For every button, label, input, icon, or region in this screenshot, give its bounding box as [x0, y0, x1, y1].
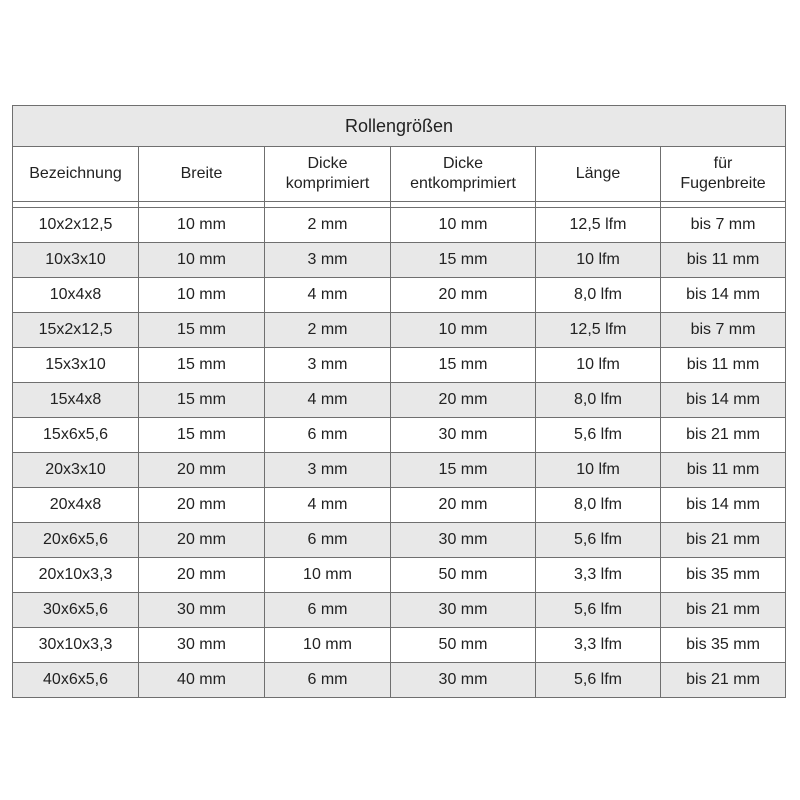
- cell-laenge: 12,5 lfm: [536, 313, 661, 348]
- header-line: Bezeichnung: [29, 165, 122, 182]
- cell-dicke-komprimiert: 4 mm: [265, 278, 391, 313]
- cell-bezeichnung: 30x6x5,6: [13, 593, 139, 628]
- cell-laenge: 8,0 lfm: [536, 278, 661, 313]
- cell-dicke-komprimiert: 2 mm: [265, 208, 391, 243]
- column-header-breite: [139, 147, 265, 202]
- table-title-row: [13, 106, 786, 147]
- cell-dicke-entkomprimiert: 50 mm: [391, 558, 536, 593]
- cell-breite: 10 mm: [139, 243, 265, 278]
- table-row: [13, 348, 786, 383]
- cell-dicke-komprimiert: 3 mm: [265, 453, 391, 488]
- cell-dicke-entkomprimiert: 15 mm: [391, 348, 536, 383]
- cell-laenge: 10 lfm: [536, 348, 661, 383]
- cell-dicke-entkomprimiert: 30 mm: [391, 418, 536, 453]
- cell-breite: 10 mm: [139, 278, 265, 313]
- cell-dicke-entkomprimiert: 50 mm: [391, 628, 536, 663]
- cell-dicke-entkomprimiert: 20 mm: [391, 488, 536, 523]
- table-row: [13, 558, 786, 593]
- cell-bezeichnung: 20x4x8: [13, 488, 139, 523]
- cell-dicke-entkomprimiert: 10 mm: [391, 313, 536, 348]
- cell-dicke-komprimiert: 10 mm: [265, 628, 391, 663]
- cell-laenge: 10 lfm: [536, 453, 661, 488]
- cell-dicke-entkomprimiert: 15 mm: [391, 243, 536, 278]
- cell-bezeichnung: 20x3x10: [13, 453, 139, 488]
- cell-dicke-komprimiert: 2 mm: [265, 313, 391, 348]
- cell-breite: 10 mm: [139, 208, 265, 243]
- cell-laenge: 5,6 lfm: [536, 523, 661, 558]
- cell-breite: 20 mm: [139, 488, 265, 523]
- table-body: [13, 208, 786, 698]
- table-row: [13, 313, 786, 348]
- header-line: Breite: [180, 165, 223, 182]
- cell-bezeichnung: 10x3x10: [13, 243, 139, 278]
- cell-breite: 30 mm: [139, 628, 265, 663]
- column-header-laenge: [536, 147, 661, 202]
- table-row: [13, 383, 786, 418]
- cell-dicke-komprimiert: 6 mm: [265, 593, 391, 628]
- cell-breite: 20 mm: [139, 558, 265, 593]
- header-line: Dicke: [442, 155, 483, 172]
- table-header-row: [13, 147, 786, 202]
- cell-fugenbreite: bis 11 mm: [661, 348, 786, 383]
- cell-bezeichnung: 15x4x8: [13, 383, 139, 418]
- table-row: [13, 488, 786, 523]
- cell-bezeichnung: 10x4x8: [13, 278, 139, 313]
- table-row: [13, 523, 786, 558]
- cell-breite: 15 mm: [139, 383, 265, 418]
- cell-laenge: 3,3 lfm: [536, 558, 661, 593]
- cell-fugenbreite: bis 14 mm: [661, 488, 786, 523]
- table-row: [13, 453, 786, 488]
- cell-dicke-komprimiert: 3 mm: [265, 243, 391, 278]
- cell-breite: 30 mm: [139, 593, 265, 628]
- roll-size-table-container: [12, 105, 785, 698]
- cell-breite: 15 mm: [139, 313, 265, 348]
- cell-fugenbreite: bis 21 mm: [661, 523, 786, 558]
- cell-dicke-komprimiert: 3 mm: [265, 348, 391, 383]
- cell-laenge: 8,0 lfm: [536, 488, 661, 523]
- cell-fugenbreite: bis 14 mm: [661, 278, 786, 313]
- table-row: [13, 243, 786, 278]
- cell-dicke-entkomprimiert: 20 mm: [391, 278, 536, 313]
- table-row: [13, 593, 786, 628]
- cell-dicke-komprimiert: 4 mm: [265, 488, 391, 523]
- header-line: entkomprimiert: [410, 175, 516, 192]
- cell-fugenbreite: bis 11 mm: [661, 243, 786, 278]
- cell-dicke-komprimiert: 6 mm: [265, 523, 391, 558]
- cell-fugenbreite: bis 11 mm: [661, 453, 786, 488]
- cell-bezeichnung: 20x6x5,6: [13, 523, 139, 558]
- cell-bezeichnung: 30x10x3,3: [13, 628, 139, 663]
- cell-dicke-entkomprimiert: 20 mm: [391, 383, 536, 418]
- cell-breite: 20 mm: [139, 523, 265, 558]
- cell-breite: 15 mm: [139, 348, 265, 383]
- table-row: [13, 628, 786, 663]
- cell-breite: 20 mm: [139, 453, 265, 488]
- cell-bezeichnung: 10x2x12,5: [13, 208, 139, 243]
- cell-laenge: 12,5 lfm: [536, 208, 661, 243]
- cell-breite: 40 mm: [139, 663, 265, 698]
- cell-fugenbreite: bis 21 mm: [661, 663, 786, 698]
- cell-fugenbreite: bis 35 mm: [661, 558, 786, 593]
- cell-breite: 15 mm: [139, 418, 265, 453]
- cell-fugenbreite: bis 14 mm: [661, 383, 786, 418]
- header-line: Fugenbreite: [680, 175, 766, 192]
- cell-dicke-komprimiert: 4 mm: [265, 383, 391, 418]
- table-row: [13, 418, 786, 453]
- column-header-fugenbreite: [661, 147, 786, 202]
- cell-laenge: 8,0 lfm: [536, 383, 661, 418]
- column-header-bezeichnung: [13, 147, 139, 202]
- cell-fugenbreite: bis 7 mm: [661, 313, 786, 348]
- header-line: für: [713, 155, 733, 172]
- column-header-dicke-entkomprimiert: [391, 147, 536, 202]
- cell-bezeichnung: 15x3x10: [13, 348, 139, 383]
- column-header-dicke-komprimiert: [265, 147, 391, 202]
- cell-dicke-komprimiert: 6 mm: [265, 663, 391, 698]
- cell-laenge: 3,3 lfm: [536, 628, 661, 663]
- cell-fugenbreite: bis 21 mm: [661, 418, 786, 453]
- cell-fugenbreite: bis 7 mm: [661, 208, 786, 243]
- cell-bezeichnung: 40x6x5,6: [13, 663, 139, 698]
- cell-dicke-entkomprimiert: 30 mm: [391, 663, 536, 698]
- cell-laenge: 10 lfm: [536, 243, 661, 278]
- cell-laenge: 5,6 lfm: [536, 663, 661, 698]
- cell-dicke-entkomprimiert: 10 mm: [391, 208, 536, 243]
- table-row: [13, 278, 786, 313]
- header-line: Dicke: [307, 155, 348, 172]
- cell-dicke-entkomprimiert: 30 mm: [391, 523, 536, 558]
- cell-dicke-entkomprimiert: 15 mm: [391, 453, 536, 488]
- table-title: Rollengrößen: [13, 106, 786, 147]
- table-row: [13, 208, 786, 243]
- cell-laenge: 5,6 lfm: [536, 418, 661, 453]
- cell-bezeichnung: 15x2x12,5: [13, 313, 139, 348]
- header-line: Länge: [575, 165, 621, 182]
- cell-dicke-komprimiert: 6 mm: [265, 418, 391, 453]
- cell-bezeichnung: 15x6x5,6: [13, 418, 139, 453]
- cell-laenge: 5,6 lfm: [536, 593, 661, 628]
- table-row: [13, 663, 786, 698]
- cell-bezeichnung: 20x10x3,3: [13, 558, 139, 593]
- roll-size-table: [12, 105, 786, 698]
- cell-fugenbreite: bis 35 mm: [661, 628, 786, 663]
- cell-fugenbreite: bis 21 mm: [661, 593, 786, 628]
- header-line: komprimiert: [285, 175, 370, 192]
- cell-dicke-entkomprimiert: 30 mm: [391, 593, 536, 628]
- cell-dicke-komprimiert: 10 mm: [265, 558, 391, 593]
